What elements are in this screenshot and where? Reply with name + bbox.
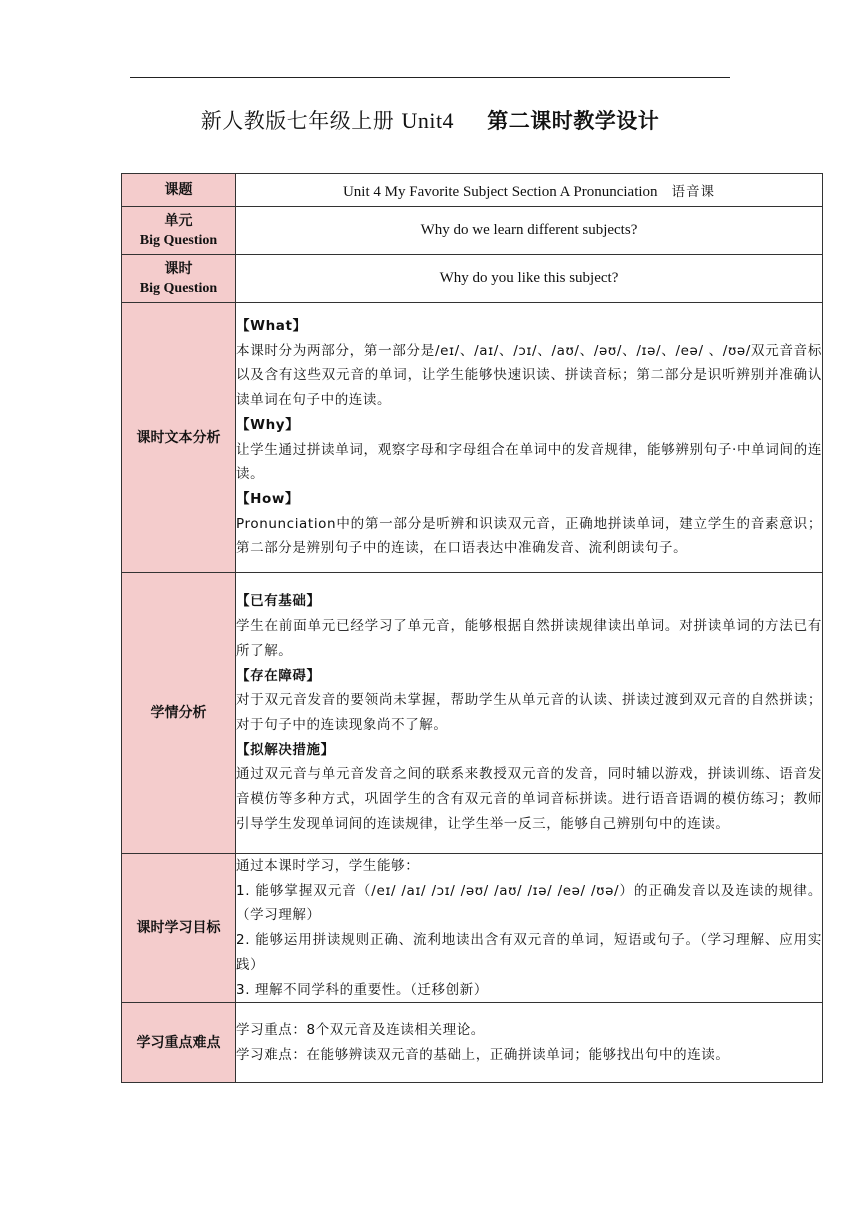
- label-learner-analysis: 学情分析: [122, 573, 236, 854]
- label-lesson-zh: 课时: [164, 260, 193, 277]
- objectives-intro: 通过本课时学习，学生能够：: [236, 858, 420, 874]
- title-unit: Unit4: [401, 108, 455, 133]
- what-heading: 【What】: [236, 317, 307, 334]
- lesson-big-question-value: Why do you like this subject?: [236, 255, 823, 303]
- basis-text: 学生在前面单元已经学习了单元音，能够根据自然拼读规律读出单词。对拼读单词的方法已有所了解。: [236, 618, 822, 659]
- row-objectives: [122, 854, 823, 1003]
- unit-big-question-value: Why do we learn different subjects?: [236, 207, 823, 255]
- row-focus: [122, 1003, 823, 1083]
- label-unit-en: Big Question: [139, 232, 218, 248]
- how-text: Pronunciation中的第一部分是听辨和识读双元音，正确地拼读单词，建立学生的音素意识；第二部分是辨别句子中的连读，在口语表达中准确发音、流利朗读句子。: [236, 515, 822, 557]
- why-text: 让学生通过拼读单词，观察字母和字母组合在单词中的发音规律，能够辨别句子·中单词间的连读。: [236, 441, 822, 483]
- label-lesson-en: Big Question: [139, 280, 218, 296]
- topic-value: [236, 174, 823, 207]
- document-title: [0, 105, 860, 135]
- row-topic: [122, 174, 823, 207]
- row-unit-big-question: [122, 207, 823, 255]
- row-lesson-big-question: [122, 255, 823, 303]
- objective-1: 1. 能够掌握双元音（/eɪ/ /aɪ/ /ɔɪ/ /əʊ/ /aʊ/ /ɪə/ /eə/ /ʊə/）的正确发音以及连读的规律。（学习理解）: [236, 882, 822, 924]
- title-textbook: 新人教版七年级上册: [200, 109, 395, 133]
- focus-content: [236, 1003, 823, 1083]
- lesson-plan-table: [121, 173, 823, 1083]
- label-focus: 学习重点难点: [122, 1003, 236, 1083]
- basis-heading: 【已有基础】: [236, 593, 321, 610]
- objective-3: 3. 理解不同学科的重要性。（迁移创新）: [236, 981, 488, 998]
- solution-text: 通过双元音与单元音发音之间的联系来教授双元音的发音，同时辅以游戏，拼读训练、语音发音模仿等多种方式，巩固学生的含有双元音的单词音标拼读。进行语音语调的模仿练习；教师引导学生发现单词间的连读规律，让学生举一反三，能够自己辨别句中的连读。: [236, 766, 822, 832]
- what-text: 本课时分为两部分，第一部分是/eɪ/、/aɪ/、/ɔɪ/、/aʊ/、/əʊ/、/ɪə/、/eə/ 、/ʊə/双元音音标以及含有这些双元音的单词，让学生能够快速识读、拼读音标；第二部分是识听辨别并准确认读单词在句子中的连读。: [236, 342, 822, 409]
- title-lesson: 第二课时教学设计: [487, 109, 660, 133]
- row-text-analysis: [122, 303, 823, 573]
- objective-2: 2. 能够运用拼读规则正确、流利地读出含有双元音的单词，短语或句子。（学习理解、应用实践）: [236, 932, 822, 973]
- label-text-analysis: 课时文本分析: [122, 303, 236, 573]
- label-objectives: 课时学习目标: [122, 854, 236, 1003]
- difficult-points: 学习难点：在能够辨读双元音的基础上，正确拼读单词；能够找出句中的连读。: [236, 1046, 730, 1063]
- label-unit-big-question: [122, 207, 236, 255]
- learner-analysis-content: [236, 573, 823, 854]
- row-learner-analysis: [122, 573, 823, 854]
- objectives-content: [236, 854, 823, 1003]
- key-points: 学习重点：8个双元音及连读相关理论。: [236, 1022, 485, 1039]
- solution-heading: 【拟解决措施】: [236, 741, 335, 758]
- topic-zh: 语音课: [671, 183, 716, 200]
- text-analysis-content: [236, 303, 823, 573]
- header-rule: [130, 77, 730, 78]
- obstacle-text: 对于双元音发音的要领尚未掌握，帮助学生从单元音的认读、拼读过渡到双元音的自然拼读；对于句子中的连读现象尚不了解。: [236, 692, 822, 733]
- obstacle-heading: 【存在障碍】: [236, 667, 321, 684]
- label-lesson-big-question: [122, 255, 236, 303]
- why-heading: 【Why】: [236, 416, 300, 433]
- label-topic: 课题: [122, 174, 236, 207]
- topic-en: Unit 4 My Favorite Subject Section A Pronunciation: [342, 183, 658, 200]
- label-unit-zh: 单元: [164, 212, 193, 229]
- how-heading: 【How】: [236, 490, 300, 507]
